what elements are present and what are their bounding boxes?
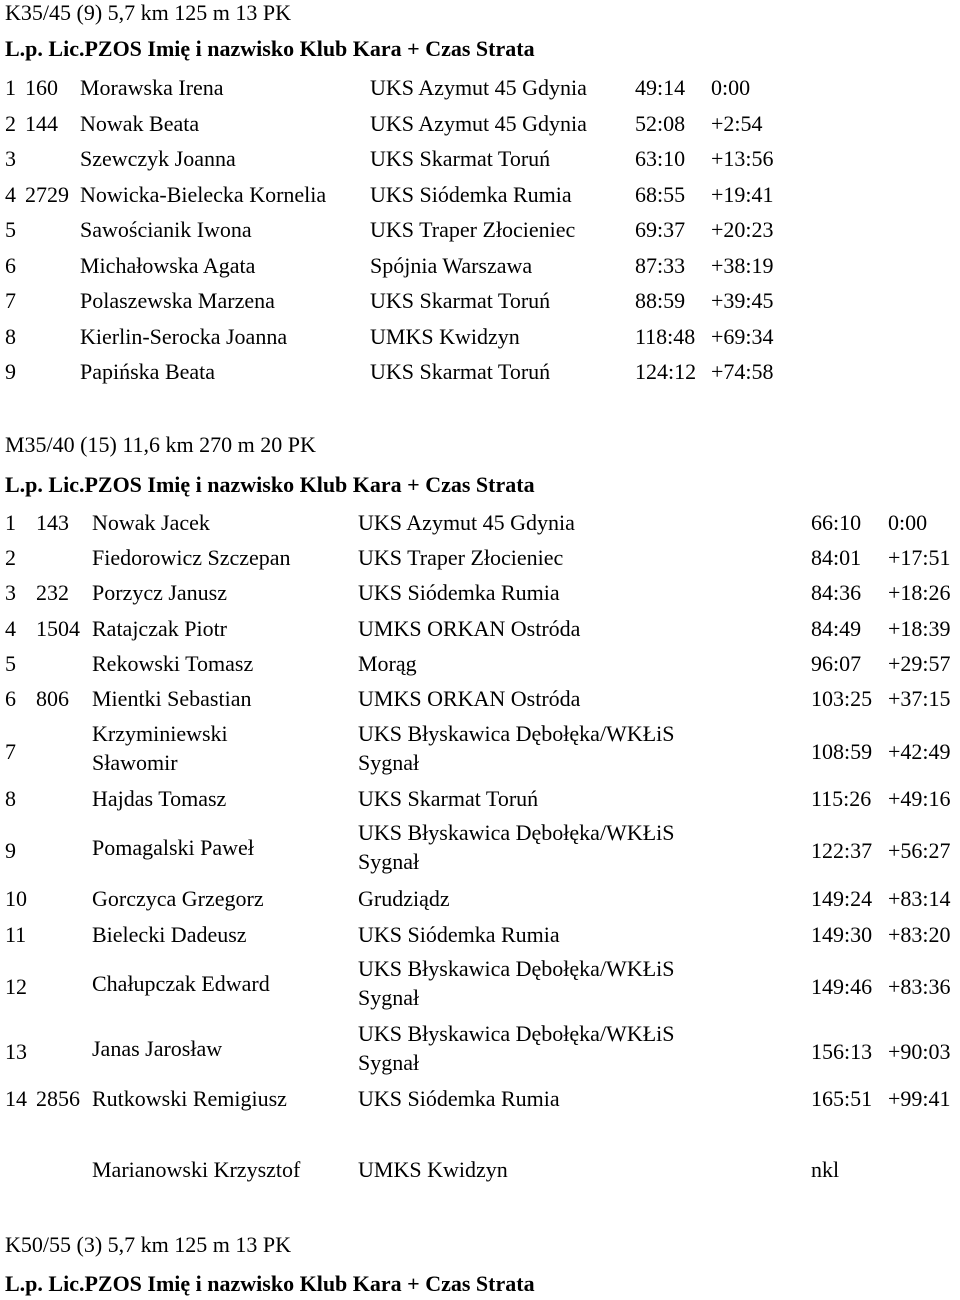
cell-loss: +83:14 — [888, 886, 951, 911]
cell-name-line: Krzyminiewski — [92, 721, 228, 746]
cell-name-line: Bielecki Dadeusz — [92, 922, 247, 947]
cell-loss: 0:00 — [888, 510, 928, 535]
table-row — [0, 1021, 960, 1088]
cell-club-line: Sygnał — [358, 985, 420, 1010]
cell-time: 84:01 — [811, 545, 862, 570]
cell-time: 68:55 — [635, 181, 686, 207]
cell-club: Spójnia Warszawa — [370, 252, 533, 278]
cell-loss: +39:45 — [711, 288, 774, 313]
cell-lp: 1 — [5, 510, 16, 535]
cell-club-line: UKS Siódemka Rumia — [358, 1086, 560, 1111]
cell-club-line: UMKS Kwidzyn — [358, 1157, 508, 1182]
cell-club-line: Sygnał — [358, 750, 420, 775]
cell-club: UKS Skarmat Toruń — [370, 146, 551, 171]
cell-lp: 6 — [5, 252, 16, 278]
table-row — [0, 582, 960, 617]
cell-time: 149:46 — [811, 974, 873, 999]
cell-loss: +20:23 — [711, 217, 774, 242]
cell-club-line: Grudziądz — [358, 886, 450, 911]
cell-loss: +83:20 — [888, 922, 951, 947]
cell-club-line: UKS Błyskawica Dębołęka/WKŁiS — [358, 956, 675, 981]
cell-club: UKS Traper Złocieniec — [370, 217, 576, 242]
cell-loss: +37:15 — [888, 686, 951, 711]
cell-time: 122:37 — [811, 838, 873, 863]
cell-time: 66:10 — [811, 510, 862, 535]
table-row — [0, 653, 960, 688]
table-row — [0, 110, 960, 143]
cell-license: 160 — [25, 75, 58, 100]
cell-name — [92, 578, 227, 607]
cell-lp: 8 — [5, 323, 16, 349]
cell-club-line: UKS Błyskawica Dębołęka/WKŁiS — [358, 721, 675, 746]
cell-name-line: Hajdas Tomasz — [92, 786, 227, 811]
cell-loss: +49:16 — [888, 786, 951, 811]
cell-club: UKS Siódemka Rumia — [370, 181, 572, 207]
cell-name — [92, 614, 227, 643]
cell-name-line: Ratajczak Piotr — [92, 616, 228, 641]
table-row — [0, 618, 960, 653]
cell-name: Polaszewska Marzena — [80, 288, 275, 313]
cell-club-line: UMKS ORKAN Ostróda — [358, 686, 581, 711]
cell-club-line: UKS Azymut 45 Gdynia — [358, 510, 575, 535]
cell-loss: +18:26 — [888, 580, 951, 605]
cell-loss: +99:41 — [888, 1086, 951, 1111]
cell-name: Nowicka-Bielecka Kornelia — [80, 181, 327, 207]
cell-club: UKS Skarmat Toruń — [370, 359, 551, 384]
column-header: L.p. Lic.PZOS Imię i nazwisko Klub Kara + Czas Strata — [5, 1271, 535, 1296]
cell-club — [358, 1019, 675, 1077]
cell-name: Kierlin-Serocka Joanna — [80, 323, 288, 349]
cell-time: 118:48 — [635, 323, 696, 349]
cell-name — [92, 884, 264, 913]
table-row — [0, 688, 960, 723]
cell-club-line: UKS Błyskawica Dębołęka/WKŁiS — [358, 1021, 675, 1046]
cell-name — [92, 508, 210, 537]
cell-club: UKS Azymut 45 Gdynia — [370, 75, 587, 100]
cell-lp: 1 — [5, 75, 16, 100]
cell-lp: 9 — [5, 838, 16, 863]
cell-lp: 2 — [5, 110, 16, 136]
cell-lp: 13 — [5, 1039, 27, 1064]
cell-loss: +56:27 — [888, 838, 951, 863]
section-title: M35/40 (15) 11,6 km 270 m 20 PK — [5, 432, 316, 457]
cell-lp: 5 — [5, 651, 16, 676]
cell-loss: +17:51 — [888, 545, 951, 570]
table-row — [0, 956, 960, 1023]
cell-time: 69:37 — [635, 217, 686, 242]
cell-time: 84:36 — [811, 580, 862, 605]
cell-loss: +18:39 — [888, 616, 951, 641]
cell-lp: 11 — [5, 922, 27, 947]
section-title: K35/45 (9) 5,7 km 125 m 13 PK — [5, 0, 291, 25]
cell-name: Papińska Beata — [80, 359, 216, 384]
table-row — [0, 77, 960, 107]
cell-time: 149:24 — [811, 886, 873, 911]
cell-club-line: Sygnał — [358, 849, 420, 874]
cell-loss: +42:49 — [888, 739, 951, 764]
table-row — [0, 547, 960, 582]
cell-club-line: UMKS ORKAN Ostróda — [358, 616, 581, 641]
cell-name-line: Chałupczak Edward — [92, 971, 270, 996]
cell-club — [358, 884, 450, 913]
cell-lp: 2 — [5, 545, 16, 570]
cell-club — [358, 719, 675, 777]
cell-time: 156:13 — [811, 1039, 873, 1064]
cell-time: 49:14 — [635, 75, 686, 100]
cell-time: 87:33 — [635, 252, 686, 278]
cell-name — [92, 649, 253, 678]
table-row — [0, 181, 960, 214]
cell-loss: +19:41 — [711, 181, 774, 207]
cell-club — [358, 1155, 508, 1184]
cell-club: UMKS Kwidzyn — [370, 323, 520, 349]
cell-license: 2729 — [25, 181, 69, 207]
cell-club-line: UKS Błyskawica Dębołęka/WKŁiS — [358, 820, 675, 845]
cell-time: 88:59 — [635, 288, 686, 313]
cell-license: 143 — [36, 510, 69, 535]
cell-license: 806 — [36, 686, 69, 711]
cell-lp: 3 — [5, 580, 16, 605]
cell-name: Morawska Irena — [80, 75, 224, 100]
cell-lp: 5 — [5, 217, 16, 242]
table-row — [0, 148, 960, 178]
cell-club: UKS Azymut 45 Gdynia — [370, 110, 587, 136]
table-row — [0, 512, 960, 547]
cell-time: 108:59 — [811, 739, 873, 764]
cell-name-line: Sławomir — [92, 750, 178, 775]
cell-club — [358, 954, 675, 1012]
table-row — [0, 888, 960, 923]
cell-time: 52:08 — [635, 110, 686, 136]
cell-name — [92, 833, 254, 862]
cell-club — [358, 578, 560, 607]
cell-lp: 4 — [5, 616, 16, 641]
cell-lp: 7 — [5, 288, 16, 313]
cell-club — [358, 1084, 560, 1113]
column-header: L.p. Lic.PZOS Imię i nazwisko Klub Kara + Czas Strata — [5, 36, 535, 61]
cell-license: 144 — [25, 110, 58, 136]
cell-loss: +69:34 — [711, 323, 774, 349]
cell-name-line: Marianowski Krzysztof — [92, 1157, 301, 1182]
cell-name — [92, 920, 247, 949]
cell-time: 165:51 — [811, 1086, 873, 1111]
cell-license: 232 — [36, 580, 69, 605]
cell-time: 84:49 — [811, 616, 862, 641]
cell-club — [358, 818, 675, 876]
table-row — [0, 361, 960, 391]
cell-license: 1504 — [36, 616, 80, 641]
cell-name-line: Janas Jarosław — [92, 1036, 223, 1061]
cell-loss: +83:36 — [888, 974, 951, 999]
cell-name-line: Nowak Jacek — [92, 510, 210, 535]
cell-lp: 3 — [5, 146, 16, 171]
cell-name — [92, 719, 228, 777]
column-header: L.p. Lic.PZOS Imię i nazwisko Klub Kara + Czas Strata — [5, 472, 535, 497]
cell-name-line: Porzycz Janusz — [92, 580, 228, 605]
cell-name — [92, 784, 226, 813]
cell-club-line: UKS Skarmat Toruń — [358, 786, 539, 811]
cell-time: 115:26 — [811, 786, 872, 811]
table-row — [0, 1159, 960, 1194]
cell-lp: 14 — [5, 1086, 27, 1111]
cell-club-line: Sygnał — [358, 1050, 420, 1075]
cell-time: 63:10 — [635, 146, 686, 171]
cell-loss: 0:00 — [711, 75, 751, 100]
cell-name-line: Rekowski Tomasz — [92, 651, 254, 676]
cell-name — [92, 969, 270, 998]
cell-lp: 12 — [5, 974, 27, 999]
cell-loss: +74:58 — [711, 359, 774, 384]
cell-lp: 4 — [5, 181, 16, 207]
cell-club-line: UKS Siódemka Rumia — [358, 922, 560, 947]
cell-club-line: UKS Traper Złocieniec — [358, 545, 564, 570]
table-row — [0, 290, 960, 320]
cell-loss: +38:19 — [711, 252, 774, 278]
cell-loss: +90:03 — [888, 1039, 951, 1064]
cell-lp: 6 — [5, 686, 16, 711]
cell-lp: 7 — [5, 739, 16, 764]
cell-license: 2856 — [36, 1086, 80, 1111]
table-row — [0, 323, 960, 356]
cell-loss: +2:54 — [711, 110, 763, 136]
cell-club — [358, 920, 560, 949]
cell-name-line: Fiedorowicz Szczepan — [92, 545, 291, 570]
table-row — [0, 721, 960, 788]
cell-loss: +13:56 — [711, 146, 774, 171]
cell-club — [358, 649, 417, 678]
cell-name: Sawościanik Iwona — [80, 217, 252, 242]
cell-club — [358, 614, 580, 643]
cell-name: Nowak Beata — [80, 110, 200, 136]
cell-name — [92, 1155, 300, 1184]
section-title: K50/55 (3) 5,7 km 125 m 13 PK — [5, 1232, 291, 1257]
cell-name — [92, 684, 251, 713]
table-row — [0, 252, 960, 285]
cell-lp: 8 — [5, 786, 16, 811]
cell-club — [358, 684, 580, 713]
cell-time: 103:25 — [811, 686, 873, 711]
cell-club: UKS Skarmat Toruń — [370, 288, 551, 313]
cell-time: 96:07 — [811, 651, 862, 676]
cell-club-line: UKS Siódemka Rumia — [358, 580, 560, 605]
table-row — [0, 820, 960, 887]
cell-lp: 9 — [5, 359, 16, 384]
cell-name-line: Gorczyca Grzegorz — [92, 886, 264, 911]
cell-name — [92, 1084, 287, 1113]
cell-name-line: Mientki Sebastian — [92, 686, 252, 711]
cell-time: 149:30 — [811, 922, 873, 947]
cell-club — [358, 784, 538, 813]
cell-time: 124:12 — [635, 359, 697, 384]
cell-club — [358, 543, 563, 572]
cell-loss: +29:57 — [888, 651, 951, 676]
cell-name-line: Rutkowski Remigiusz — [92, 1086, 287, 1111]
cell-time: nkl — [811, 1157, 840, 1182]
cell-name: Michałowska Agata — [80, 252, 256, 278]
cell-lp: 10 — [5, 886, 27, 911]
table-row — [0, 219, 960, 249]
cell-name — [92, 543, 291, 572]
cell-name — [92, 1034, 222, 1063]
cell-name-line: Pomagalski Paweł — [92, 835, 254, 860]
cell-club — [358, 508, 575, 537]
cell-name: Szewczyk Joanna — [80, 146, 236, 171]
cell-club-line: Morąg — [358, 651, 417, 676]
table-row — [0, 1088, 960, 1123]
